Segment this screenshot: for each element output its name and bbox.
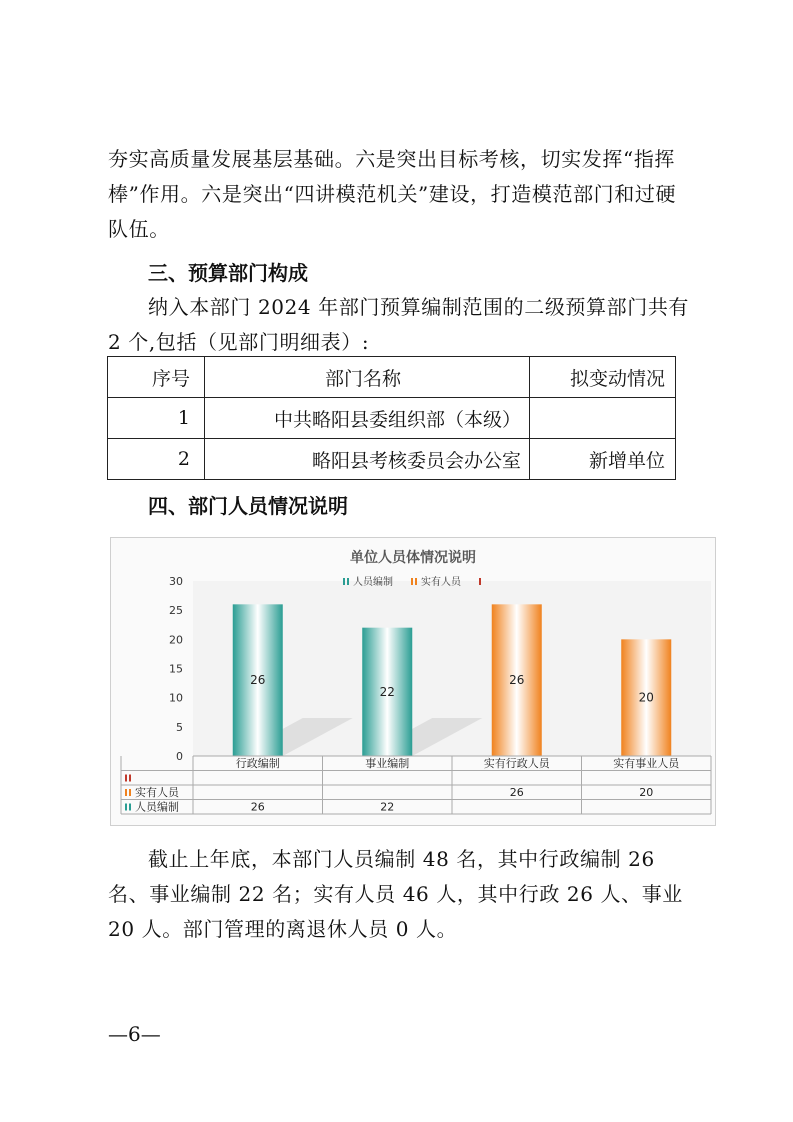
- legend-swatch: [347, 578, 349, 585]
- table-cell: 1: [108, 398, 205, 439]
- y-tick-label: 10: [169, 691, 183, 705]
- intro-paragraph: 夯实高质量发展基层基础。六是突出目标考核，切实发挥“指挥棒”作用。六是突出“四讲模范机关”建设，打造模范部门和过硬队伍。: [108, 147, 677, 241]
- table-row-label: 实有人员: [135, 786, 179, 799]
- table-legend-key: [125, 789, 127, 796]
- section-3-heading: 三、预算部门构成: [148, 261, 308, 285]
- table-row-label: 人员编制: [135, 800, 179, 814]
- bar-data-label: 26: [250, 673, 266, 688]
- table-legend-key: [129, 789, 131, 796]
- legend-swatch: [415, 578, 417, 585]
- bar-data-label: 26: [509, 673, 525, 688]
- table-cell-value: 20: [639, 786, 654, 799]
- y-tick-label: 20: [169, 633, 183, 647]
- legend-swatch: [411, 578, 413, 585]
- table-cell-value: 22: [380, 800, 395, 814]
- legend-label: 实有人员: [421, 577, 461, 588]
- table-legend-key: [125, 804, 127, 811]
- table-cell: 新增单位: [530, 439, 676, 480]
- staff-chart: [110, 537, 716, 826]
- section-3-paragraph: 纳入本部门 2024 年部门预算编制范围的二级预算部门共有 2 个,包括（见部门明细表）:: [108, 295, 690, 354]
- legend-swatch: [343, 578, 345, 585]
- y-tick-label: 30: [169, 575, 183, 588]
- table-cell-value: 26: [250, 800, 265, 814]
- page-number: —6—: [108, 1022, 161, 1046]
- table-cell-value: 26: [509, 786, 524, 799]
- table-cell: 略阳县考核委员会办公室: [205, 439, 530, 480]
- x-tick-label: 事业编制: [365, 757, 410, 770]
- table-legend-key: [129, 804, 131, 811]
- legend-swatch: [479, 578, 481, 585]
- table-cell: 2: [108, 439, 205, 480]
- y-tick-label: 25: [169, 604, 183, 618]
- y-tick-label: 15: [169, 662, 183, 676]
- bar-data-label: 20: [638, 690, 654, 705]
- section-4-paragraph: 截止上年底，本部门人员编制 48 名，其中行政编制 26 名、事业编制 22 名；实有人员 46 人，其中行政 26 人、事业 20 人。部门管理的离退休人员 0 人。: [108, 847, 683, 941]
- table-header-row: [108, 357, 676, 398]
- header-cell-dept-name: 部门名称: [205, 357, 530, 398]
- table-row: [108, 398, 676, 439]
- header-cell-index: 序号: [108, 357, 205, 398]
- header-cell-change: 拟变动情况: [530, 357, 676, 398]
- bar-data-label: 22: [379, 684, 395, 699]
- y-tick-label: 0: [176, 750, 183, 763]
- staff-chart-svg: [111, 538, 715, 825]
- section-4-heading: 四、部门人员情况说明: [148, 494, 348, 518]
- chart-title: 单位人员体情况说明: [350, 550, 476, 566]
- x-tick-label: 行政编制: [235, 757, 280, 770]
- legend-label: 人员编制: [353, 577, 393, 588]
- y-tick-label: 5: [176, 720, 183, 734]
- table-cell: [530, 398, 676, 439]
- table-legend-key: [125, 775, 127, 782]
- table-cell: 中共略阳县委组织部（本级）: [205, 398, 530, 439]
- table-row: [108, 439, 676, 480]
- department-table: [107, 356, 676, 480]
- x-tick-label: 实有行政人员: [483, 757, 550, 770]
- table-legend-key: [129, 775, 131, 782]
- x-tick-label: 实有事业人员: [613, 757, 680, 770]
